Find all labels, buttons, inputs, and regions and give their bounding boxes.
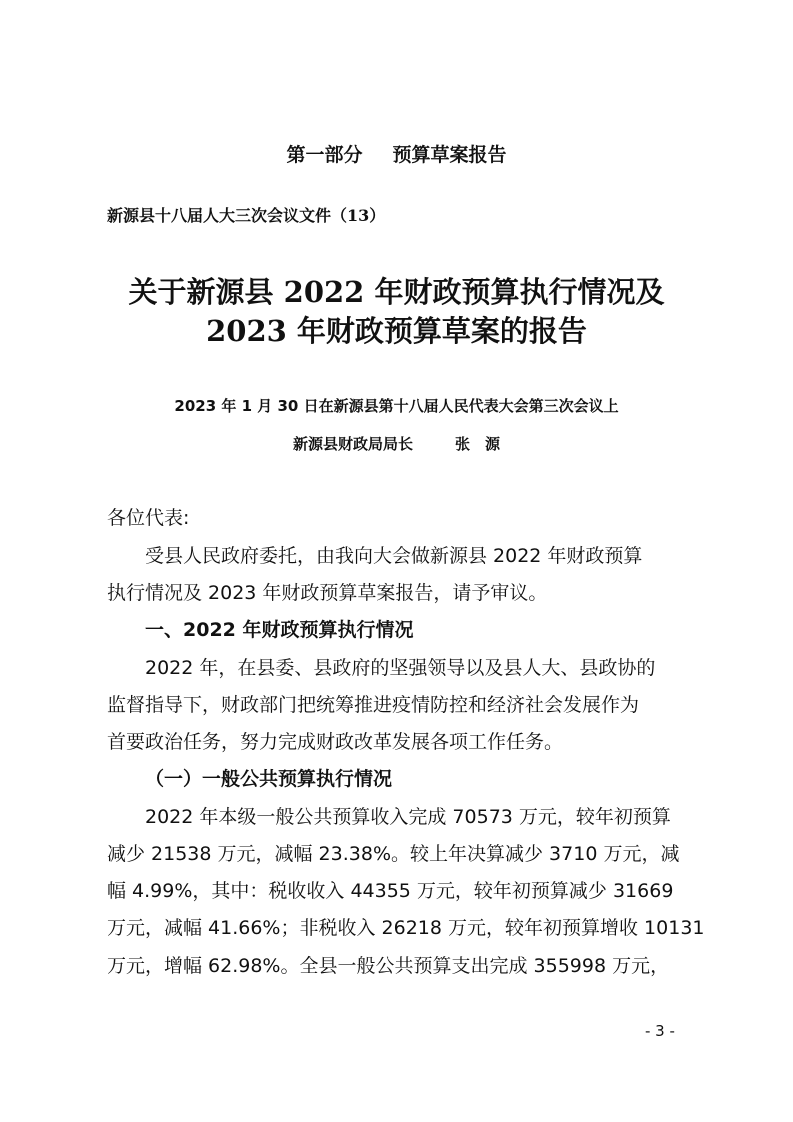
section-heading-1: 一、2022 年财政预算执行情况 — [145, 619, 414, 641]
speaker-title: 新源县财政局局长 — [292, 435, 413, 453]
paragraph-3-line-4: 万元，减幅 41.66%；非税收入 26218 万元，较年初预算增收 10131 — [107, 917, 705, 939]
paragraph-3-line-5: 万元，增幅 62.98%。全县一般公共预算支出完成 355998 万元， — [107, 955, 670, 977]
speaker-line — [0, 433, 793, 454]
part-label: 第一部分 — [286, 144, 363, 166]
part-title — [0, 140, 793, 167]
file-number: 新源县十八届人大三次会议文件（13） — [107, 206, 386, 225]
meeting-line: 2023 年 1 月 30 日在新源县第十八届人民代表大会第三次会议上 — [174, 397, 619, 415]
paragraph-2-line-3: 首要政治任务，努力完成财政改革发展各项工作任务。 — [107, 731, 564, 753]
paragraph-3-line-2: 减少 21538 万元，减幅 23.38%。较上年决算减少 3710 万元，减 — [107, 843, 680, 865]
document-title-line-1: 关于新源县 2022 年财政预算执行情况及 — [128, 275, 665, 309]
part-name: 预算草案报告 — [392, 144, 507, 166]
greeting: 各位代表: — [107, 507, 190, 529]
paragraph-3-line-1: 2022 年本级一般公共预算收入完成 70573 万元，较年初预算 — [145, 806, 671, 828]
page-number: - 3 - — [645, 1022, 675, 1040]
paragraph-1-line-1: 受县人民政府委托，由我向大会做新源县 2022 年财政预算 — [145, 545, 643, 567]
paragraph-1-line-2: 执行情况及 2023 年财政预算草案报告，请予审议。 — [107, 582, 548, 604]
document-title-line-2: 2023 年财政预算草案的报告 — [206, 314, 587, 348]
paragraph-2-line-2: 监督指导下，财政部门把统筹推进疫情防控和经济社会发展作为 — [107, 694, 640, 716]
paragraph-2-line-1: 2022 年，在县委、县政府的坚强领导以及县人大、县政协的 — [145, 657, 656, 679]
speaker-name: 张 源 — [455, 435, 501, 453]
section-heading-2: （一）一般公共预算执行情况 — [145, 768, 393, 790]
paragraph-3-line-3: 幅 4.99%，其中：税收收入 44355 万元，较年初预算减少 31669 — [107, 880, 674, 902]
